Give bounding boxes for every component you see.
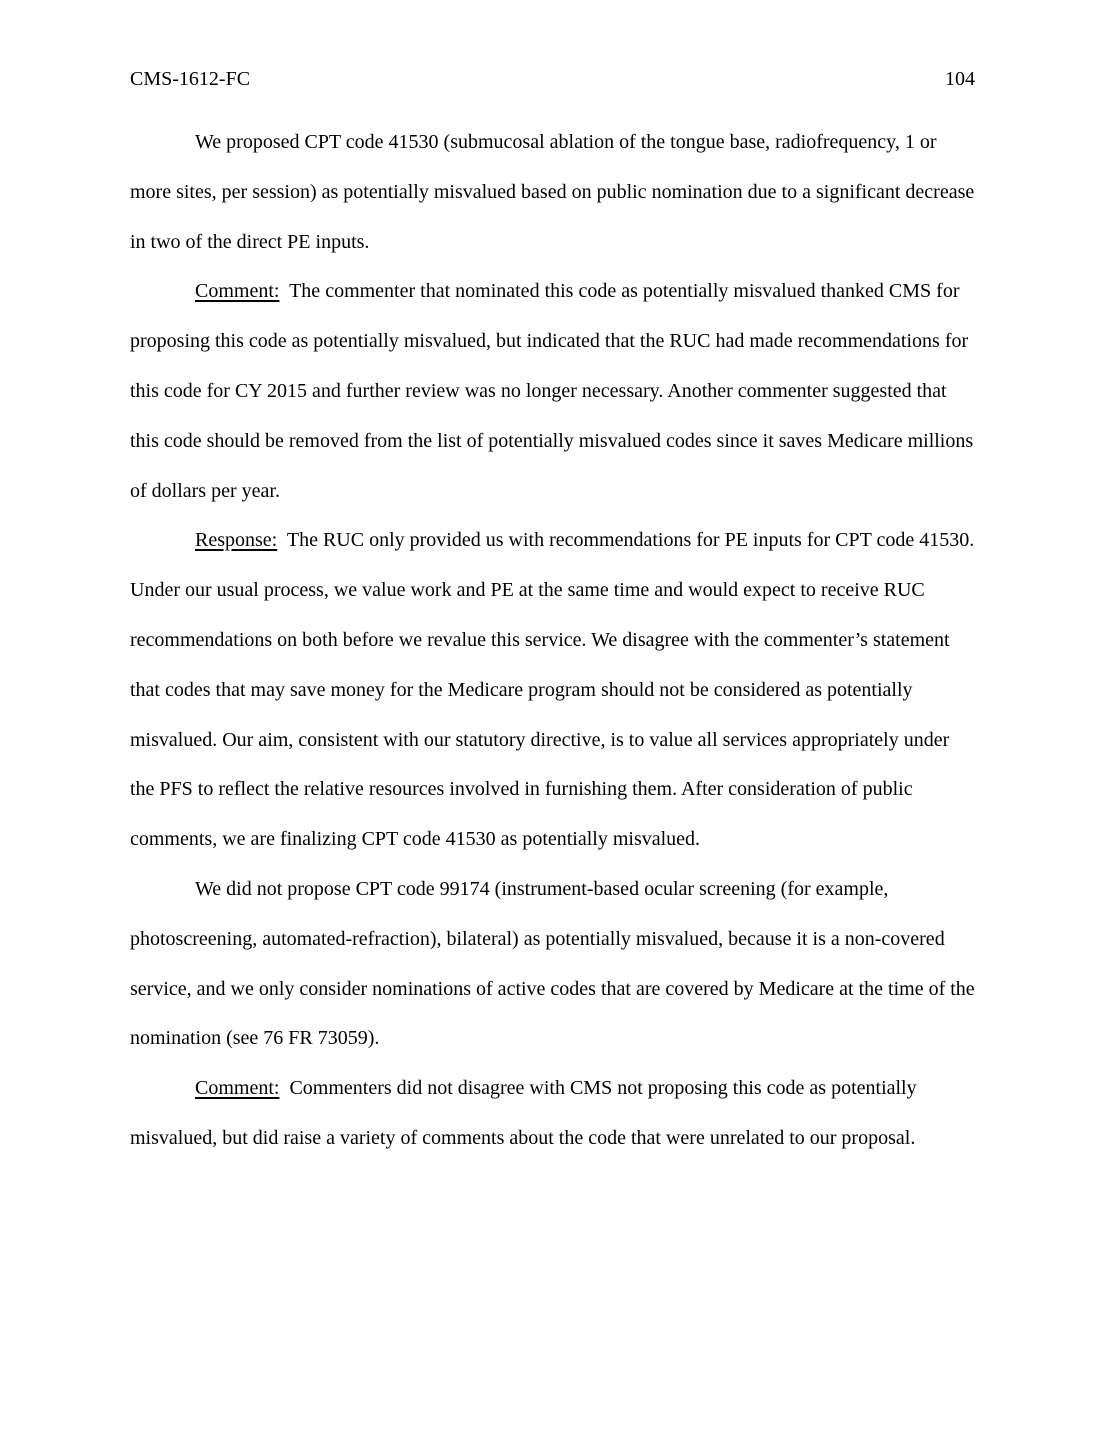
paragraph-response-41530 [130, 516, 975, 865]
paragraph-text: Commenters did not disagree with CMS not proposing this code as potentially misvalued, but did raise a variety of comments about the code that were unrelated to our proposal. [130, 1077, 917, 1149]
response-label: Response: [195, 529, 278, 552]
paragraph-text: The RUC only provided us with recommendations for PE inputs for CPT code 41530. Under our usual process, we value work and PE at the same time and would expect to receive RUC recommendations on both before we revalue this service. We disagree with the commenter’s statement that codes that may save money for the Medicare program should not be considered as potentially misvalued. Our aim, consistent with our statutory directive, is to value all services appropriately under the PFS to reflect the relative resources involved in furnishing them. After consideration of public comments, we are finalizing CPT code 41530 as potentially misvalued. [130, 529, 975, 851]
comment-label: Comment: [195, 1077, 280, 1100]
document-body [130, 118, 975, 1164]
paragraph-text: The commenter that nominated this code as potentially misvalued thanked CMS for proposing this code as potentially misvalued, but indicated that the RUC had made recommendations for this code for CY 2015 and further review was no longer necessary. Another commenter suggested that this code should be removed from the list of potentially misvalued codes since it saves Medicare millions of dollars per year. [130, 280, 974, 502]
page-header [130, 66, 975, 92]
paragraph-comment-41530 [130, 267, 975, 516]
paragraph-proposal-41530 [130, 118, 975, 267]
document-id: CMS-1612-FC [130, 68, 251, 90]
paragraph-comment-99174 [130, 1064, 975, 1164]
page-number: 104 [945, 68, 975, 90]
paragraph-proposal-99174 [130, 865, 975, 1064]
paragraph-text: We proposed CPT code 41530 (submucosal ablation of the tongue base, radiofrequency, 1 or more sites, per session) as potentially misvalued based on public nomination due to a significant decrease in two of the direct PE inputs. [130, 131, 975, 253]
paragraph-text: We did not propose CPT code 99174 (instrument-based ocular screening (for example, photoscreening, automated-refraction), bilateral) as potentially misvalued, because it is a non-covered service, and we only consider nominations of active codes that are covered by Medicare at the time of the nomination (see 76 FR 73059). [130, 877, 975, 1050]
comment-label: Comment: [195, 280, 280, 303]
